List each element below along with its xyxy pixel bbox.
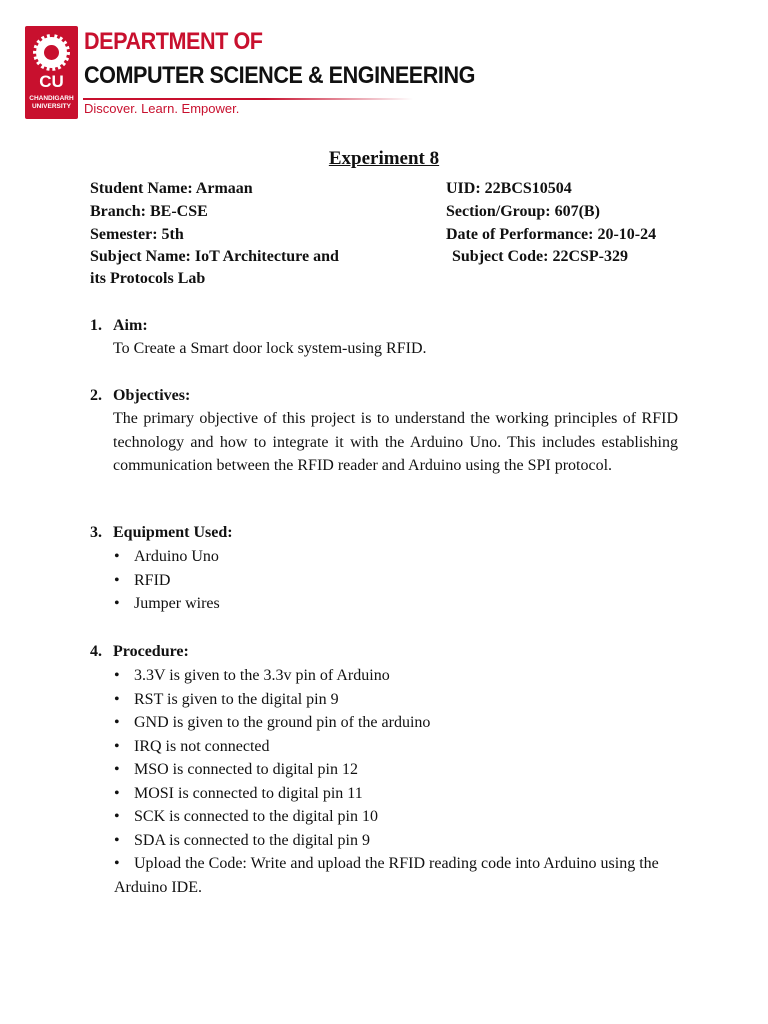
bullet-icon: • [114,855,120,872]
bullet-icon: • [114,667,120,684]
subject-name-line-1: Subject Name: IoT Architecture and [90,248,339,265]
semester: Semester: 5th [90,226,184,243]
list-item [114,664,430,688]
list-item [114,735,430,759]
tagline: Discover. Learn. Empower. [84,101,240,116]
university-logo [25,26,78,119]
bullet-icon: • [114,784,120,802]
aim-text: To Create a Smart door lock system-using RFID. [113,340,427,357]
section-group: Section/Group: 607(B) [446,203,600,220]
list-item-text: RST is given to the digital pin 9 [134,690,339,708]
list-item-text: Arduino Uno [134,548,219,565]
list-item [114,758,430,782]
upload-text: Upload the Code: Write and upload the RFID reading code into Arduino using the Arduino IDE. [114,855,659,896]
list-item [114,569,220,593]
section-number: 2. [90,387,102,404]
date-of-performance: Date of Performance: 20-10-24 [446,226,657,243]
list-item-text: Jumper wires [134,595,220,612]
upload-step [114,852,684,899]
bullet-icon: • [114,831,120,849]
logo-subtext: CHANDIGARH UNIVERSITY [29,95,74,110]
bullet-icon: • [114,808,120,825]
subject-code: Subject Code: 22CSP-329 [452,248,628,265]
section-heading: Procedure: [113,643,189,660]
department-line-1: DEPARTMENT OF [84,28,263,55]
header-divider [83,98,413,100]
experiment-title: Experiment 8 [328,148,440,169]
list-item-text: SDA is connected to the digital pin 9 [134,831,370,849]
bullet-icon: • [114,548,120,565]
aim-section [90,314,690,364]
list-item-text: 3.3V is given to the 3.3v pin of Arduino [134,667,390,684]
list-item-text: SCK is connected to the digital pin 10 [134,808,378,825]
equipment-list [114,545,220,616]
list-item-text: MSO is connected to digital pin 12 [134,761,358,778]
department-line-2: COMPUTER SCIENCE & ENGINEERING [84,62,475,89]
list-item [114,688,430,712]
bullet-icon: • [114,595,120,612]
procedure-section [90,640,690,910]
list-item [114,829,430,853]
objectives-section [90,384,690,504]
list-item [114,805,430,829]
bullet-icon: • [114,737,120,755]
department-header [25,26,475,120]
logo-text: CU [39,72,64,91]
list-item-text: MOSI is connected to digital pin 11 [134,784,363,802]
student-name: Student Name: Armaan [90,180,253,197]
section-number: 1. [90,317,102,334]
bullet-icon: • [114,571,120,589]
section-number: 4. [90,643,102,660]
list-item-text: IRQ is not connected [134,737,270,755]
list-item [114,592,220,616]
bullet-icon: • [114,690,120,708]
equipment-section [90,521,690,621]
uid: UID: 22BCS10504 [446,180,572,197]
section-heading: Objectives: [113,387,191,404]
section-heading: Equipment Used: [113,524,233,541]
section-number: 3. [90,524,102,541]
procedure-list [114,664,430,852]
subject-name-line-2: its Protocols Lab [90,270,206,287]
list-item-text: RFID [134,571,171,589]
list-item [114,711,430,735]
bullet-icon: • [114,761,120,778]
branch: Branch: BE-CSE [90,203,208,220]
objectives-text: The primary objective of this project is to understand the working principles of RFID technology and how to integrate it with the Arduino Uno. This includes establishing communication between the RFID reader and Arduino using the SPI protocol. [113,410,678,474]
gear-emblem-icon [33,34,70,71]
list-item-text: GND is given to the ground pin of the arduino [134,714,431,731]
section-heading: Aim: [113,317,148,334]
bullet-icon: • [114,714,120,731]
list-item [114,782,430,806]
list-item [114,545,220,569]
